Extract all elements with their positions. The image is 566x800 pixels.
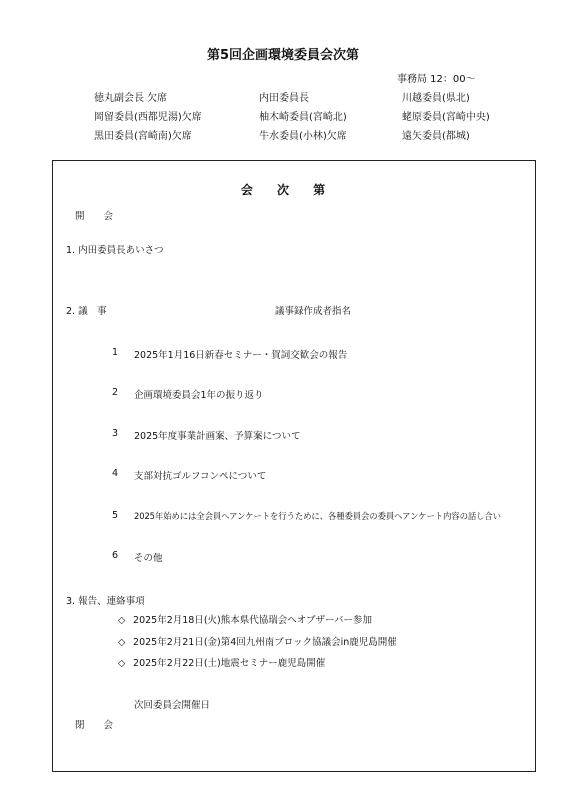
report-text: 2025年2月18日(火)熊本県代協瑞会へオブザーバー参加 [133,615,372,626]
attendee: 内田委員長 [259,93,309,104]
report-item [118,634,397,648]
subitem-number: 2 [112,387,119,398]
closing-label: 閉 会 [75,720,114,731]
subitem-text: 2025年始めには全会員へアンケートを行うために、各種委員会の委員へアンケート内容の話し合い [134,511,501,521]
attendee: 柚木崎委員(宮崎北) [259,112,347,123]
next-meeting-label: 次回委員会開催日 [134,700,211,711]
subitem-text: 2025年1月16日新春セミナー・賀詞交歓会の報告 [134,350,348,361]
diamond-bullet-icon: ◇ [118,658,126,669]
subitem-text: その他 [134,553,163,564]
subitem-number: 4 [112,468,119,479]
attendee: 牛水委員(小林)欠席 [259,131,347,142]
diamond-bullet-icon: ◇ [118,637,126,648]
subitem-number: 6 [112,550,119,561]
agenda-item-1: 1. 内田委員長あいさつ [66,245,164,256]
subitem-number: 3 [112,428,119,439]
attendee: 遠矢委員(都城) [402,131,470,142]
agenda-item-2: 2. 議 事 [66,306,107,317]
document-title: 第5回企画環境委員会次第 [206,48,360,63]
attendee: 岡留委員(西都児湯)欠席 [94,112,202,123]
report-text: 2025年2月22日(土)地震セミナー鹿児島開催 [133,658,326,669]
attendee: 蛯原委員(宮崎中央) [402,112,490,123]
minutes-note: 議事録作成者指名 [275,306,352,317]
report-item [118,612,372,626]
office-time: 事務局 12：00～ [397,74,476,85]
attendee: 黒田委員(宮崎南)欠席 [94,131,192,142]
report-item [118,655,325,669]
diamond-bullet-icon: ◇ [118,615,126,626]
opening-label: 開 会 [75,211,114,222]
subitem-text: 企画環境委員会1年の振り返り [134,390,264,401]
agenda-item-3: 3. 報告、連絡事項 [66,596,145,607]
subitem-number: 1 [112,347,119,358]
report-text: 2025年2月21日(金)第4回九州南ブロック協議会in鹿児島開催 [133,637,397,648]
subitem-text: 2025年度事業計画案、予算案について [134,431,301,442]
subitem-text: 支部対抗ゴルフコンペについて [134,471,267,482]
attendee: 徳丸副会長 欠席 [94,93,168,104]
attendee: 川越委員(県北) [402,93,470,104]
subitem-number: 5 [112,510,119,521]
agenda-heading: 会 次 第 [240,183,336,197]
